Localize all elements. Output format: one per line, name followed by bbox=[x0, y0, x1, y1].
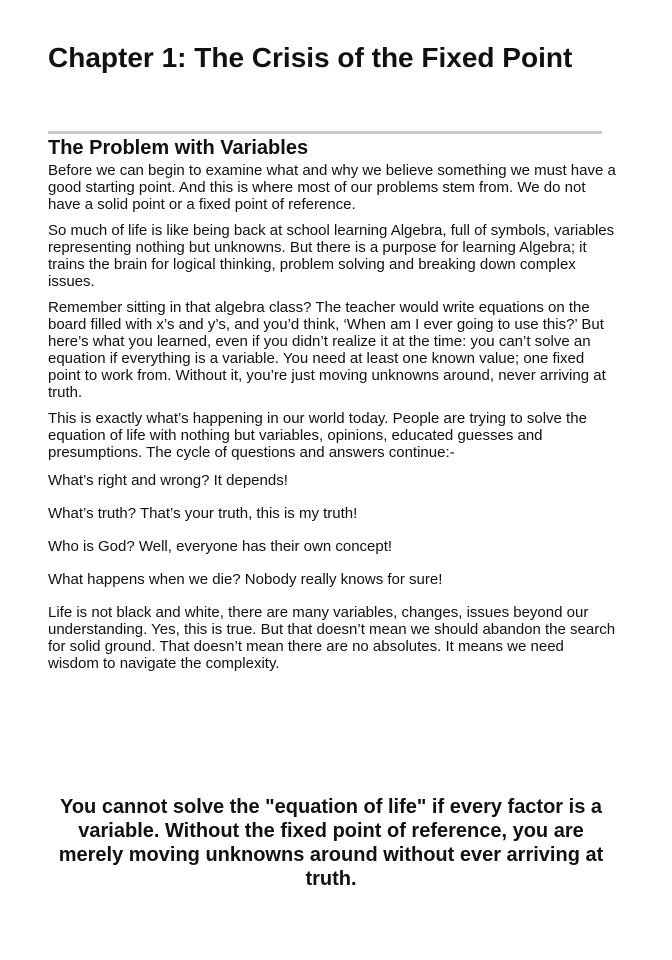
paragraph: Remember sitting in that algebra class? The teacher would write equations on the board filled with x’s and y’s, and you’d think, ‘When am I ever going to use this?’ But here’s what you learned, even if you didn’t realize it at the time: you can’t solve an equation if everything is a variable. You need at least one known value; one fixed point to work from. Without it, you’re just moving unknowns around, never arriving at truth. bbox=[48, 299, 606, 401]
document-page bbox=[48, 0, 614, 960]
question-line: What happens when we die? Nobody really knows for sure! bbox=[48, 571, 443, 588]
pull-quote: You cannot solve the "equation of life" if every factor is a variable. Without the fixed point of reference, you are merely moving unknowns around without ever arriving at truth. bbox=[58, 796, 604, 890]
question-line: What’s truth? That’s your truth, this is my truth! bbox=[48, 505, 358, 522]
closing-paragraph: Life is not black and white, there are many variables, changes, issues beyond our understanding. Yes, this is true. But that doesn’t mean we should abandon the search for solid ground. That doesn’t mean there are no absolutes. It means we need wisdom to navigate the complexity. bbox=[48, 604, 616, 672]
paragraph: Before we can begin to examine what and why we believe something we must have a good starting point. And this is where most of our problems stem from. We do not have a solid point or a fixed point of reference. bbox=[48, 162, 616, 213]
question-line: What’s right and wrong? It depends! bbox=[48, 472, 288, 489]
section-title: The Problem with Variables bbox=[48, 137, 309, 159]
paragraph: So much of life is like being back at school learning Algebra, full of symbols, variables representing nothing but unknowns. But there is a purpose for learning Algebra; it trains the brain for logical thinking, problem solving and breaking down complex issues. bbox=[48, 222, 615, 290]
chapter-title: Chapter 1: The Crisis of the Fixed Point bbox=[48, 42, 573, 73]
body-text bbox=[48, 162, 618, 681]
question-line: Who is God? Well, everyone has their own concept! bbox=[48, 538, 393, 555]
paragraph: This is exactly what’s happening in our world today. People are trying to solve the equation of life with nothing but variables, opinions, educated guesses and presumptions. The cycle of questions and answers continue:- bbox=[48, 410, 587, 461]
section-divider bbox=[48, 131, 602, 134]
